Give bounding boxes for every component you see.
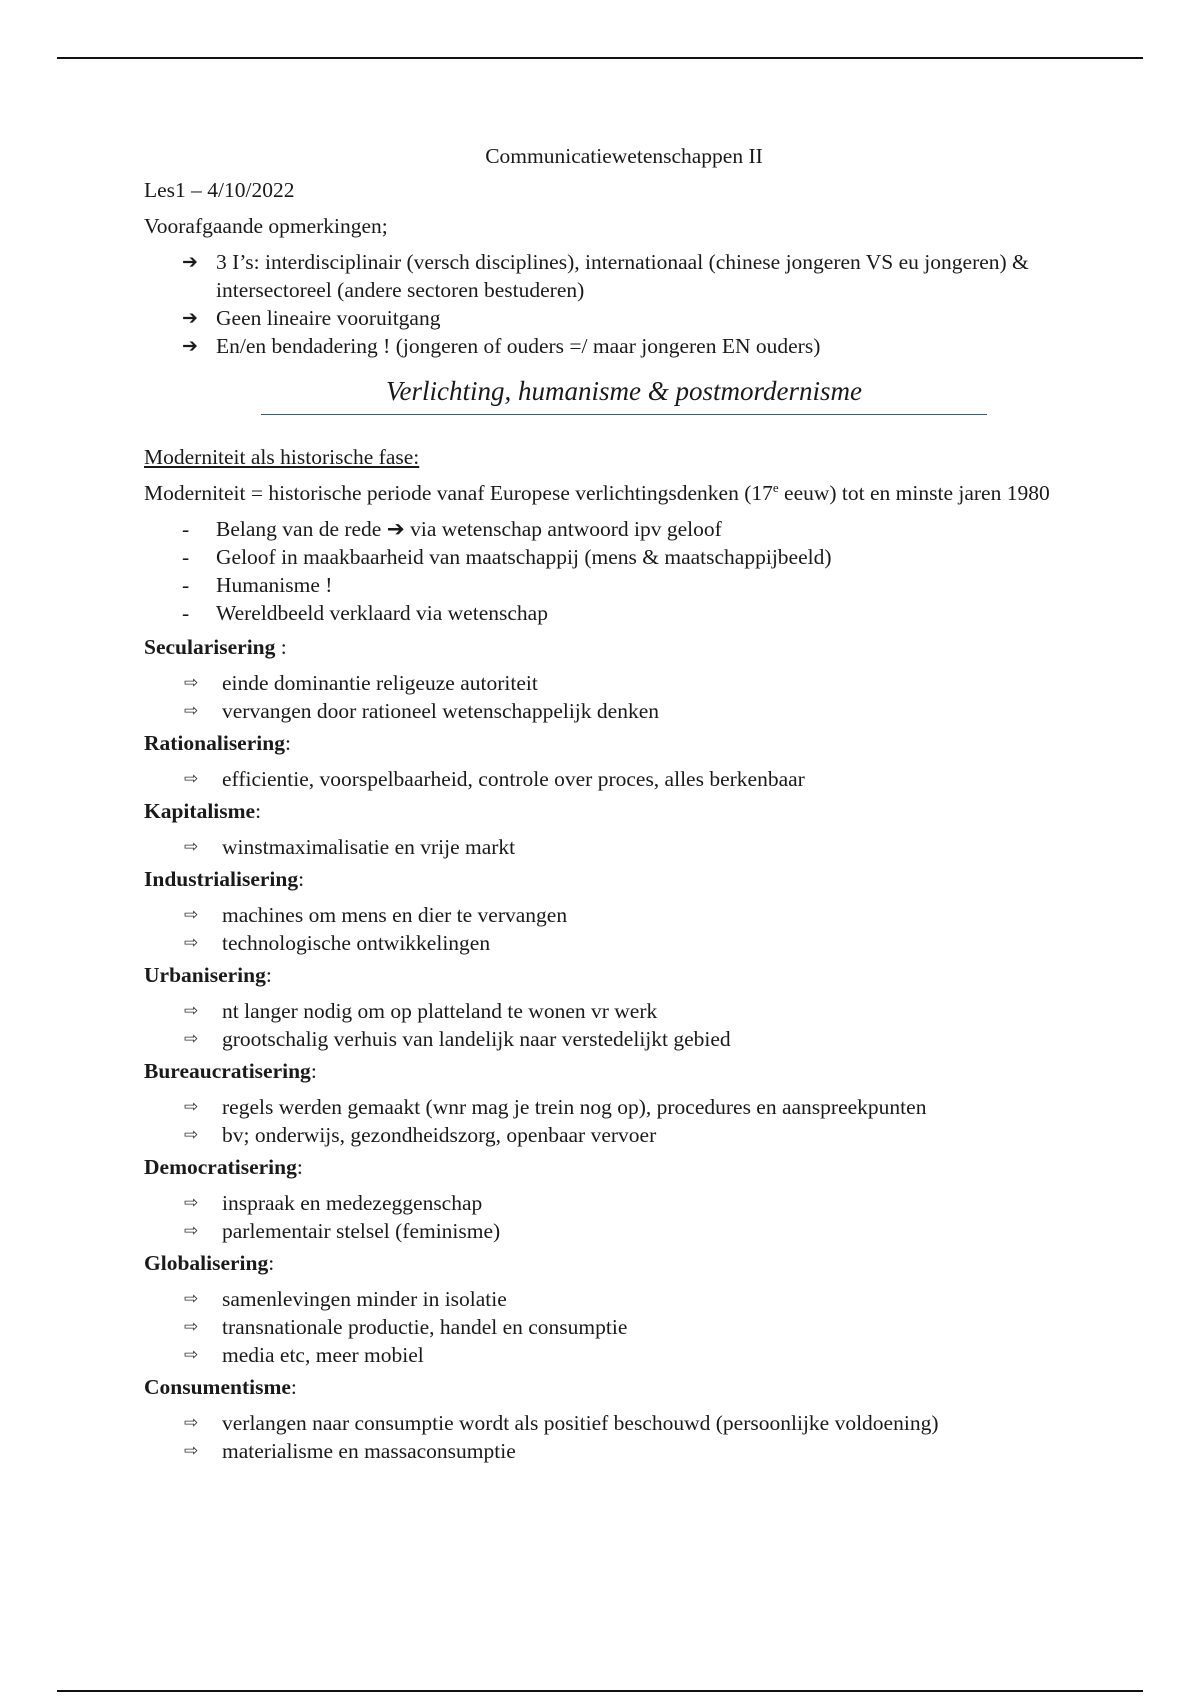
intro-heading: Voorafgaande opmerkingen; — [144, 214, 388, 238]
hollow-arrow-icon: ⇨ — [184, 1193, 199, 1213]
subtitle-underline — [261, 414, 987, 415]
list-item: ⇨ nt langer nodig om op platteland te wonen vr werk — [184, 999, 658, 1023]
term-points — [144, 669, 1104, 725]
list-item: ⇨ parlementair stelsel (feminisme) — [184, 1219, 501, 1243]
hollow-arrow-icon: ⇨ — [184, 701, 199, 721]
hollow-arrow-icon: ⇨ — [184, 905, 199, 925]
term-points — [144, 833, 1104, 861]
list-item: ➔ En/en bendadering ! (jongeren of ouders =/ maar jongeren EN ouders) — [182, 334, 821, 358]
term-heading: Democratisering: — [144, 1155, 303, 1179]
list-item: ⇨ media etc, meer mobiel — [184, 1343, 424, 1367]
list-item: - Humanisme ! — [182, 573, 333, 597]
chapter-subtitle: Verlichting, humanisme & postmordernisme — [386, 376, 862, 406]
hollow-arrow-icon: ⇨ — [184, 673, 199, 693]
hollow-arrow-icon: ⇨ — [184, 1001, 199, 1021]
term-points — [144, 1093, 1104, 1149]
dash-bullet: - — [182, 601, 190, 625]
list-item: ⇨ vervangen door rationeel wetenschappelijk denken — [184, 699, 659, 723]
term-heading: Urbanisering: — [144, 963, 272, 987]
dash-bullet: - — [182, 573, 190, 597]
arrow-right-icon: ➔ — [182, 335, 198, 357]
list-item: - Belang van de rede ➔ via wetenschap antwoord ipv geloof — [182, 517, 722, 541]
hollow-arrow-icon: ⇨ — [184, 1345, 199, 1365]
term-points — [144, 1189, 1104, 1245]
arrow-right-icon: ➔ — [182, 307, 198, 329]
list-item: ⇨ winstmaximalisatie en vrije markt — [184, 835, 516, 859]
term-points — [144, 901, 1104, 957]
list-item: ⇨ transnationale productie, handel en consumptie — [184, 1315, 628, 1339]
term-heading: Consumentisme: — [144, 1375, 297, 1399]
document-title: Communicatiewetenschappen II — [485, 144, 763, 168]
hollow-arrow-icon: ⇨ — [184, 1413, 199, 1433]
hollow-arrow-icon: ⇨ — [184, 1029, 199, 1049]
section-heading: Moderniteit als historische fase: — [144, 445, 420, 469]
modernity-definition: Moderniteit = historische periode vanaf Europese verlichtingsdenken (17e eeuw) tot en minste jaren 1980 — [144, 479, 1050, 505]
list-item: ⇨ bv; onderwijs, gezondheidszorg, openbaar vervoer — [184, 1123, 657, 1147]
arrow-right-icon: ➔ — [182, 251, 198, 273]
hollow-arrow-icon: ⇨ — [184, 1441, 199, 1461]
list-item: ⇨ efficientie, voorspelbaarheid, controle over proces, alles berkenbaar — [184, 767, 805, 791]
list-item: - Wereldbeeld verklaard via wetenschap — [182, 601, 548, 625]
dash-bullet: - — [182, 545, 190, 569]
list-item: ⇨ materialisme en massaconsumptie — [184, 1439, 516, 1463]
term-heading: Globalisering: — [144, 1251, 275, 1275]
term-heading: Secularisering : — [144, 635, 287, 659]
hollow-arrow-icon: ⇨ — [184, 1289, 199, 1309]
term-heading: Bureaucratisering: — [144, 1059, 317, 1083]
list-item: ⇨ technologische ontwikkelingen — [184, 931, 491, 955]
list-item: ⇨ samenlevingen minder in isolatie — [184, 1287, 507, 1311]
hollow-arrow-icon: ⇨ — [184, 1097, 199, 1117]
header-rule — [57, 57, 1143, 59]
dash-bullet: - — [182, 517, 190, 541]
hollow-arrow-icon: ⇨ — [184, 1125, 199, 1145]
hollow-arrow-icon: ⇨ — [184, 1317, 199, 1337]
hollow-arrow-icon: ⇨ — [184, 837, 199, 857]
document-body — [144, 142, 1104, 1469]
term-points — [144, 1285, 1104, 1369]
hollow-arrow-icon: ⇨ — [184, 769, 199, 789]
hollow-arrow-icon: ⇨ — [184, 933, 199, 953]
list-item: ➔ 3 I’s: interdisciplinair (versch disciplines), internationaal (chinese jongeren VS eu jongeren) & intersectoreel (andere sectoren bestuderen) — [182, 250, 1029, 302]
term-heading: Industrialisering: — [144, 867, 305, 891]
intro-list — [144, 248, 1104, 360]
list-item: ⇨ grootschalig verhuis van landelijk naar verstedelijkt gebied — [184, 1027, 731, 1051]
footer-rule — [57, 1690, 1143, 1692]
list-item: ⇨ regels werden gemaakt (wnr mag je trein nog op), procedures en aanspreekpunten — [184, 1095, 927, 1119]
modernity-list — [144, 515, 1104, 627]
hollow-arrow-icon: ⇨ — [184, 1221, 199, 1241]
list-item: ⇨ verlangen naar consumptie wordt als positief beschouwd (persoonlijke voldoening) — [184, 1411, 939, 1435]
list-item: ⇨ einde dominantie religeuze autoriteit — [184, 671, 538, 695]
term-heading: Rationalisering: — [144, 731, 291, 755]
list-item: ⇨ inspraak en medezeggenschap — [184, 1191, 483, 1215]
terms-list — [144, 633, 1104, 1465]
term-points — [144, 1409, 1104, 1465]
term-heading: Kapitalisme: — [144, 799, 262, 823]
lesson-date: Les1 – 4/10/2022 — [144, 178, 295, 202]
list-item: ➔ Geen lineaire vooruitgang — [182, 306, 441, 330]
term-points — [144, 997, 1104, 1053]
list-item: ⇨ machines om mens en dier te vervangen — [184, 903, 568, 927]
list-item: - Geloof in maakbaarheid van maatschappij (mens & maatschappijbeeld) — [182, 545, 832, 569]
term-points — [144, 765, 1104, 793]
